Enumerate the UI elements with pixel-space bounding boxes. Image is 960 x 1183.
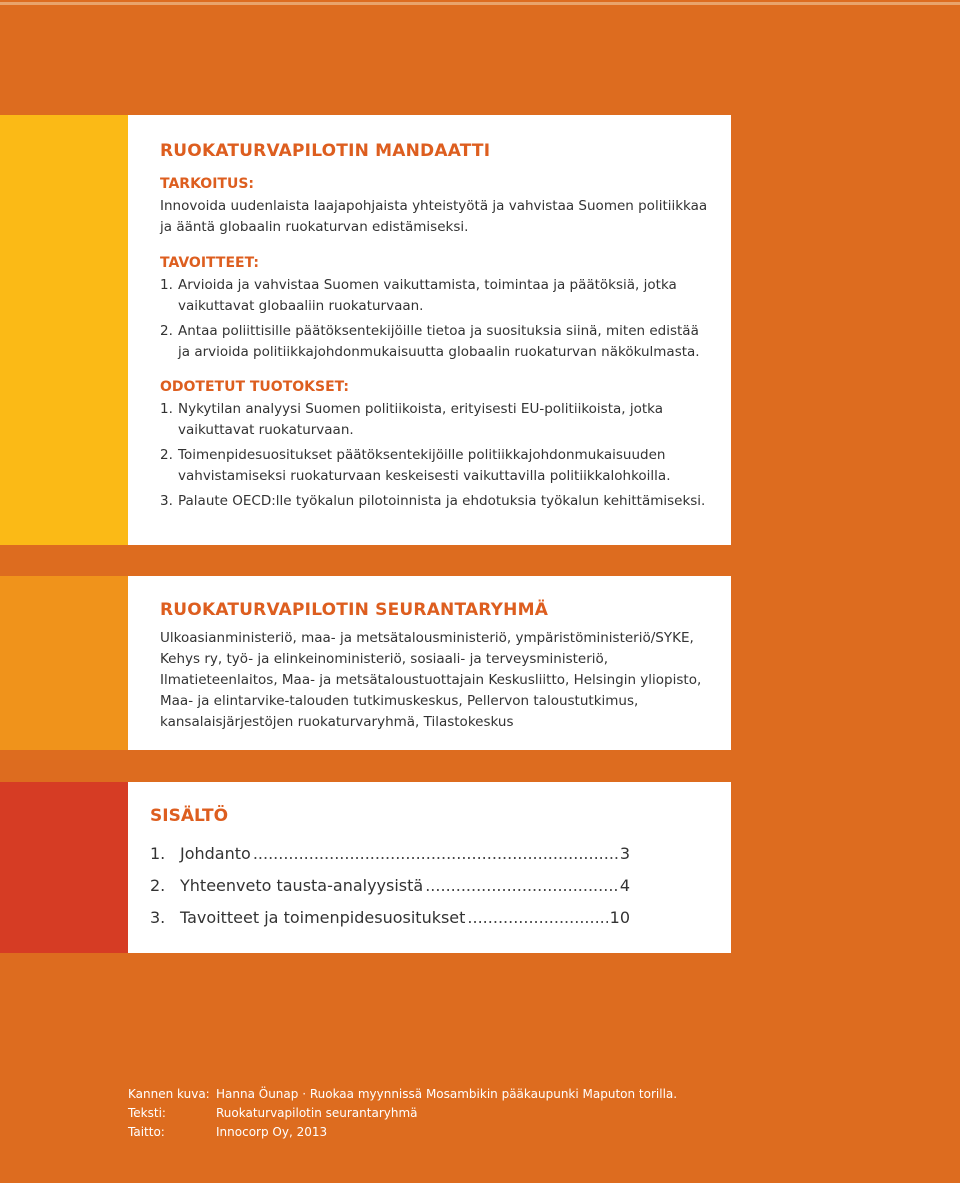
top-rule [0, 2, 960, 5]
accent-stripe-orange [0, 576, 128, 750]
outputs-heading: ODOTETUT TUOTOKSET: [160, 379, 350, 395]
outputs-list [160, 399, 711, 512]
group-panel [128, 576, 731, 750]
toc-item[interactable]: 3. Tavoitteet ja toimenpidesuositukset ..... 10 [150, 908, 630, 940]
goals-heading: TAVOITTEET: [160, 255, 259, 271]
list-item: 2. Toimenpidesuositukset päätöksentekijöille politiikkajohdonmukaisuuden vahvistamiseksi ruokaturvaan keskeisesti vaikuttavilla politiikkalohkoilla. [160, 447, 671, 484]
toc-panel [128, 782, 731, 953]
list-item: 3. Palaute OECD:lle työkalun pilotoinnista ja ehdotuksia työkalun kehittämiseksi. [160, 493, 706, 509]
group-members-text: Ulkoasianministeriö, maa- ja metsätalousministeriö, ympäristöministeriö/SYKE, Kehys ry, työ- ja elinkeinoministeriö, sosiaali- ja terveysministeriö, Ilmatieteenlaitos, Maa- ja metsätaloustuottajain Keskusliitto, Helsingin yliopisto, Maa- ja elintarvike-talouden tutkimuskeskus, Pellervon taloustutkimus, kansalaisjärjestöjen ruokaturvaryhmä, Tilastokeskus [160, 630, 702, 730]
mandate-title: RUOKATURVAPILOTIN MANDAATTI [160, 141, 491, 161]
credit-row: Kannen kuva: Hanna Öunap · Ruokaa myynnissä Mosambikin pääkaupunki Maputon torilla. [128, 1087, 678, 1101]
mandate-panel [128, 115, 731, 545]
dot-leader [467, 908, 607, 927]
accent-stripe-red [0, 782, 128, 953]
credits [128, 1085, 677, 1142]
goals-list [160, 275, 711, 362]
toc-item[interactable]: 1. Johdanto ..... 3 [150, 844, 630, 876]
purpose-text: Innovoida uudenlaista laajapohjaista yhteistyötä ja vahvistaa Suomen politiikkaa ja ääntä globaalin ruokaturvan edistämiseksi. [160, 198, 708, 235]
toc-item[interactable]: 2. Yhteenveto tausta-analyysistä ..... 4 [150, 876, 630, 908]
credit-row: Teksti: Ruokaturvapilotin seurantaryhmä [128, 1106, 418, 1120]
list-item: 1. Arvioida ja vahvistaa Suomen vaikuttamista, toimintaa ja päätöksiä, jotka vaikuttavat globaaliin ruokaturvaan. [160, 277, 677, 314]
dot-leader [425, 876, 618, 895]
toc-title: SISÄLTÖ [150, 806, 229, 826]
group-title: RUOKATURVAPILOTIN SEURANTARYHMÄ [160, 600, 549, 620]
accent-stripe-yellow [0, 115, 128, 545]
credit-row: Taitto: Innocorp Oy, 2013 [128, 1125, 328, 1139]
dot-leader [253, 844, 618, 863]
purpose-heading: TARKOITUS: [160, 176, 255, 192]
list-item: 2. Antaa poliittisille päätöksentekijöille tietoa ja suosituksia siinä, miten edistää ja arvioida politiikkajohdonmukaisuutta globaalin ruokaturvan näkökulmasta. [160, 323, 700, 360]
list-item: 1. Nykytilan analyysi Suomen politiikoista, erityisesti EU-politiikoista, jotka vaikuttavat ruokaturvaan. [160, 401, 664, 438]
